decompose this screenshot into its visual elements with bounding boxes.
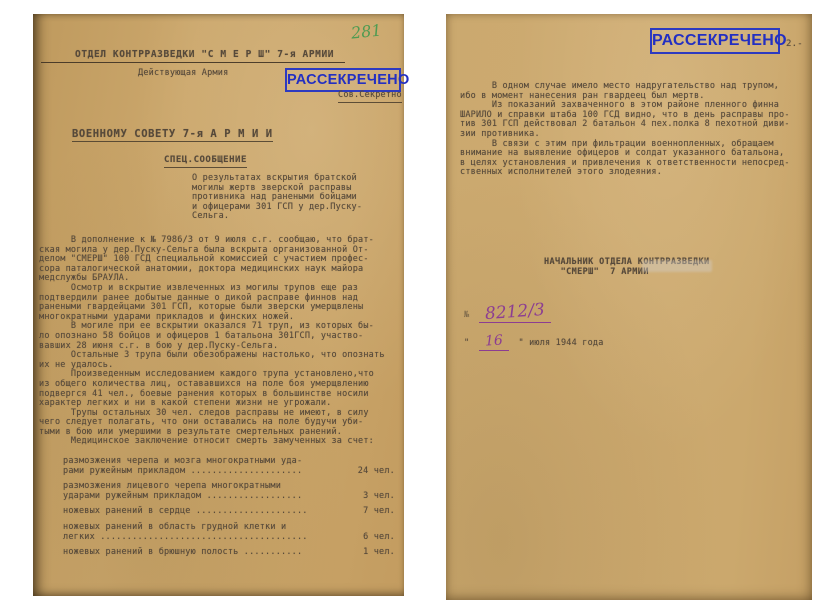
date-line bbox=[464, 330, 604, 349]
army-subheader: Действующая Армия bbox=[138, 68, 229, 78]
declassified-stamp: РАССЕКРЕЧЕНО bbox=[285, 68, 401, 92]
paragraph: Остальные 3 трупа были обезображены настолько, что опознать их не удалось. bbox=[39, 350, 385, 370]
signature-block: НАЧАЛЬНИК ОТДЕЛА КОНТРРАЗВЕДКИ "СМЕРШ" 7 АРМИИ bbox=[544, 257, 710, 277]
document-title: СПЕЦ.СООБЩЕНИЕ bbox=[164, 156, 247, 168]
casualty-count: 3 чел. bbox=[363, 490, 395, 501]
date-day-underline bbox=[479, 330, 509, 351]
document-subtitle: О результатах вскрытия братской могилы жертв зверской расправы противника над ранеными бойцами и офицерами 301 ГСП у дер.Пуску- Сельга. bbox=[192, 173, 363, 222]
paragraph: В дополнение к № 7986/3 от 9 июля с.г. сообщаю, что брат- ская могила у дер.Пуску-Сельга была вскрыта организованной От- делом "СМЕРШ" 100 ГСД специальной комиссией с участием профес- сора паталогической анатомии, доктора медицинских наук майора медслужбы БРАУЛА. bbox=[39, 235, 374, 284]
body-text-block bbox=[460, 82, 808, 178]
casualty-row bbox=[63, 482, 395, 501]
casualty-count: 7 чел. bbox=[363, 506, 395, 517]
casualty-count: 24 чел. bbox=[357, 465, 395, 476]
paragraph: Из показаний захваченного в этом районе пленного финна ШАРИЛО и справки штаба 100 ГСД видно, что в день расправы про- тив 301 ГСП действовал 2 батальон 4 пех.полка 8 пехотной диви- зии противника. bbox=[460, 100, 790, 139]
addressee-heading: ВОЕННОМУ СОВЕТУ 7-я А Р М И И bbox=[72, 128, 273, 140]
date-rest: " июля 1944 года bbox=[518, 338, 604, 348]
casualty-row bbox=[63, 523, 395, 542]
paragraph: В одном случае имело место надругательство над трупом, ибо в момент нанесения ран гвардеец был мертв. bbox=[460, 81, 780, 101]
paragraph: Произведенным исследованием каждого трупа установлено,что из общего количества лиц, остававшихся на поле боя умерщвлению подвергся 41 чел., боевые ранения которых в большинстве носили характер легких и ни в какой степени жизни не угрожали. bbox=[39, 369, 374, 409]
paragraph: В связи с этим при фильтрации военнопленных, обращаем внимание на выявление офицеров и солдат указанного батальона, в целях установления и привлечения к ответственности непосред- ственных исполнителей этого злодеяния. bbox=[460, 138, 790, 178]
paragraph: Осмотр и вскрытие извлеченных из могилы трупов еще раз подтвердили ранее добытые данные о дикой расправе финнов над ранеными гвардейцами 301 ГСП, которые были зверски умерщвлены многократными ударами прикладов и финских ножей. bbox=[39, 282, 364, 322]
casualty-cause: размозжения черепа и мозга многократными уда- рами ружейным прикладом ..................... bbox=[63, 456, 303, 476]
casualty-cause: ножевых ранений в область грудной клетки и легких ....................................... bbox=[63, 521, 308, 542]
casualty-row bbox=[63, 548, 395, 558]
handwritten-archive-number: 281 bbox=[350, 20, 383, 43]
casualty-row bbox=[63, 457, 395, 476]
redaction-smudge bbox=[642, 260, 712, 272]
paragraph: Трупы остальных 30 чел. следов расправы не имеют, в силу чего следует полагать, что они оставались на поле будучи уби- тыми в бою или умершими в результате смертельных ранений. Медицинское заключение относит смерть замученных за счет: bbox=[39, 407, 374, 447]
body-text-block bbox=[39, 236, 401, 447]
org-header-rule bbox=[41, 50, 345, 63]
date-open-quote: " bbox=[464, 338, 470, 348]
secrecy-label: Сов.Секретно bbox=[338, 91, 402, 103]
declassified-stamp: РАССЕКРЕЧЕНО bbox=[650, 28, 780, 54]
casualty-cause: ножевых ранений в брюшную полость ........... bbox=[63, 547, 303, 558]
handwritten-date-day: 16 bbox=[484, 332, 504, 350]
org-header: ОТДЕЛ КОНТРРАЗВЕДКИ "С М Е Р Ш" 7-я АРМИИ bbox=[75, 49, 335, 60]
casualty-row bbox=[63, 507, 395, 517]
document-page-1 bbox=[33, 14, 410, 596]
page-number: 2.- bbox=[786, 39, 803, 49]
casualty-count: 1 чел. bbox=[363, 547, 395, 558]
handwritten-reference-number: 8212/3 bbox=[484, 299, 546, 325]
reference-number-prefix: № bbox=[464, 310, 470, 320]
reference-number-underline bbox=[479, 299, 551, 325]
reference-number-line bbox=[464, 299, 551, 325]
casualty-cause: размозжения лицевого черепа многократными ударами ружейным прикладом .................. bbox=[63, 481, 303, 501]
casualty-count: 6 чел. bbox=[363, 531, 395, 542]
paragraph: В могиле при ее вскрытии оказался 71 труп, из которых бы- ло опознано 58 бойцов и офицеров 1 батальона 301ГСП, участво- вавших 28 июня с.г. в бою у дер.Пуску-Сельга. bbox=[39, 321, 374, 351]
casualty-list bbox=[63, 457, 395, 564]
casualty-cause: ножевых ранений в сердце ..................... bbox=[63, 506, 308, 517]
document-page-2 bbox=[446, 14, 812, 600]
